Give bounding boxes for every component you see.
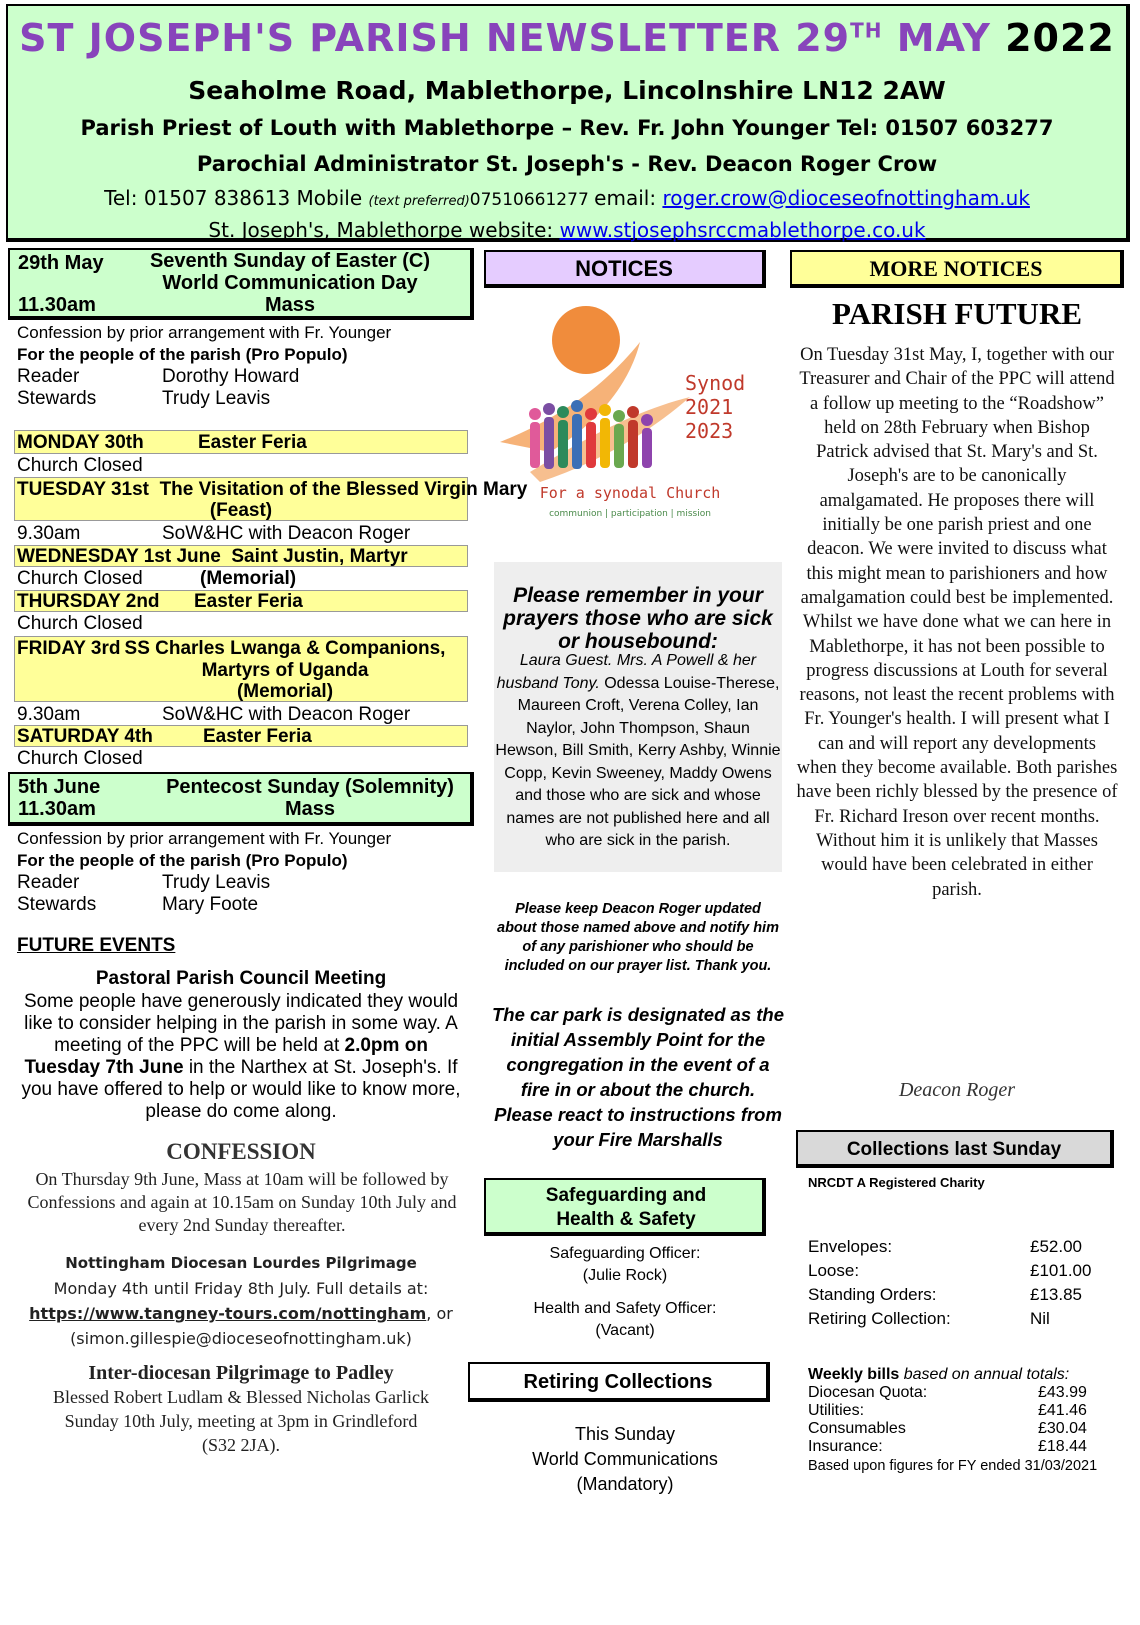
lourdes-link-line: https://www.tangney-tours.com/nottingham, or	[29, 1304, 453, 1323]
more-notices-heading: MORE NOTICES	[869, 256, 1043, 281]
reader-label-2: Reader	[17, 872, 80, 893]
weekly-bills-table	[808, 1384, 1098, 1456]
sunday1-subtitle: World Communication Day	[162, 272, 418, 294]
stewards-label-2: Stewards	[17, 894, 97, 915]
monday-note: Church Closed	[17, 455, 143, 476]
website-line: St. Joseph's, Mablethorpe website: www.stjosephsrccmablethorpe.co.uk	[208, 218, 926, 242]
mass-intention-2: For the people of the parish (Pro Populo)	[17, 851, 348, 870]
confession-note-2: Confession by prior arrangement with Fr. Younger	[17, 829, 392, 848]
synod-logo-graphic	[490, 302, 770, 542]
collection-row: Loose: £101.00	[808, 1261, 1092, 1280]
lourdes-email: (simon.gillespie@dioceseofnottingham.uk)	[70, 1329, 412, 1348]
bill-row: Diocesan Quota: £43.99	[808, 1384, 1087, 1401]
synod-logo	[490, 302, 770, 542]
thursday-note: Church Closed	[17, 613, 143, 634]
newsletter-header	[6, 4, 1130, 242]
friday-feast-2: Martyrs of Uganda	[201, 660, 369, 681]
charity-note: NRCDT A Registered Charity	[808, 1175, 985, 1190]
collections-heading-box	[796, 1130, 1114, 1168]
friday-rank: (Memorial)	[236, 681, 334, 702]
sunday1-mass: Mass	[264, 294, 316, 316]
parish-priest-line: Parish Priest of Louth with Mablethorpe – Rev. Fr. John Younger Tel: 01507 603277	[80, 116, 1054, 140]
monday-label: MONDAY 30th	[17, 432, 144, 453]
sunday1-title: Seventh Sunday of Easter (C)	[149, 250, 431, 272]
tuesday-note: SoW&HC with Deacon Roger	[162, 523, 411, 544]
saturday-note: Church Closed	[17, 748, 143, 769]
website-link[interactable]: www.stjosephsrccmablethorpe.co.uk	[559, 218, 926, 242]
thursday-label: THURSDAY 2nd	[17, 591, 160, 612]
friday-label: FRIDAY 3rd	[17, 638, 121, 659]
safeguarding-officer-label: Safeguarding Officer:	[549, 1245, 701, 1262]
stewards-name-1: Trudy Leavis	[162, 388, 271, 409]
future-events-heading: FUTURE EVENTS	[17, 935, 176, 956]
ppc-meeting-text: Some people have generously indicated they would like to consider helping in the parish in some way. A meeting of the PPC will be held at 2.0pm on Tuesday 7th June in the Narthex at St. Joseph's. If you have offered to help or would like to know more, please do come along.	[21, 991, 461, 1122]
friday-note: SoW&HC with Deacon Roger	[162, 704, 411, 725]
safeguarding-officer-name: (Julie Rock)	[582, 1267, 668, 1284]
retiring-line-3: (Mandatory)	[576, 1474, 674, 1494]
hs-officer-label: Health and Safety Officer:	[533, 1300, 717, 1317]
sunday2-time: 11.30am	[18, 798, 96, 820]
tangney-tours-link[interactable]: https://www.tangney-tours.com/nottingham	[29, 1304, 427, 1323]
padley-text-3: (S32 2JA).	[201, 1435, 280, 1455]
mass-intention-1: For the people of the parish (Pro Populo)	[17, 345, 348, 364]
parish-future-heading: PARISH FUTURE	[831, 296, 1083, 331]
svg-text:communion | participation | mi: communion | participation | mission	[549, 509, 711, 519]
retiring-collections-heading: Retiring Collections	[523, 1371, 713, 1393]
prayer-list-names: Laura Guest. Mrs. A Powell & her husband Tony. Odessa Louise-Therese, Maureen Croft, Verena Colley, Ian Naylor, John Thompson, Shaun Hewson, Bill Smith, Kerry Ashby, Winnie Copp, Kevin Sweeney, Maddy Owens and those who are sick and whose names are not published here and all who are sick in the parish.	[495, 652, 781, 849]
retiring-line-2: World Communications	[532, 1449, 718, 1469]
contact-line: Tel: 01507 838613 Mobile (text preferred)07510661277 email: roger.crow@dioceseofnottingham.uk	[104, 186, 1030, 210]
svg-text:2023: 2023	[685, 419, 734, 443]
tuesday-rank: (Feast)	[209, 500, 273, 521]
padley-text-2: Sunday 10th July, meeting at 3pm in Grindleford	[64, 1411, 418, 1431]
notices-heading-box	[484, 250, 766, 288]
wednesday-rank: (Memorial)	[200, 568, 297, 589]
safeguarding-heading-box	[484, 1178, 766, 1236]
retiring-collections-heading-box	[468, 1362, 770, 1402]
sunday-29-may-box	[8, 248, 474, 320]
lourdes-heading: Nottingham Diocesan Lourdes Pilgrimage	[65, 1254, 417, 1272]
sunday2-title: Pentecost Sunday (Solemnity)	[166, 776, 454, 798]
prayer-list-heading: Please remember in your prayers those who are sick or housebound:	[503, 584, 773, 653]
padley-text-1: Blessed Robert Ludlam & Blessed Nicholas Garlick	[53, 1387, 429, 1407]
collection-row: Envelopes: £52.00	[808, 1237, 1082, 1256]
monday-feast: Easter Feria	[198, 432, 307, 453]
saturday-label: SATURDAY 4th	[17, 726, 153, 747]
svg-text:Synod: Synod	[685, 371, 746, 395]
confession-note-1: Confession by prior arrangement with Fr. Younger	[17, 323, 392, 342]
confession-text: On Thursday 9th June, Mass at 10am will be followed by Confessions and again at 10.15am on Sunday 10th July and every 2nd Sunday thereafter.	[27, 1169, 457, 1235]
collection-row: Standing Orders: £13.85	[808, 1285, 1082, 1304]
sunday1-time: 11.30am	[18, 294, 96, 316]
bill-row: Consumables £30.04	[808, 1420, 1087, 1437]
retiring-line-1: This Sunday	[574, 1424, 676, 1444]
weekly-bills-heading: Weekly bills based on annual totals:	[808, 1366, 1070, 1383]
sunday1-date: 29th May	[18, 252, 104, 274]
bills-footer-note: Based upon figures for FY ended 31/03/2021	[808, 1458, 1098, 1474]
deacon-roger-signature: Deacon Roger	[898, 1079, 1016, 1101]
tuesday-time: 9.30am	[17, 523, 81, 544]
sunday2-mass: Mass	[284, 798, 336, 820]
lourdes-text: Monday 4th until Friday 8th July. Full details at:	[53, 1279, 429, 1298]
stewards-label-1: Stewards	[17, 388, 97, 409]
svg-text:For a synodal Church: For a synodal Church	[539, 484, 721, 502]
friday-feast: SS Charles Lwanga & Companions,	[124, 638, 446, 659]
saturday-feast: Easter Feria	[203, 726, 312, 747]
hs-officer-name: (Vacant)	[595, 1322, 655, 1339]
car-park-notice: The car park is designated as the initial Assembly Point for the congregation in the event of a fire in or about the church. Please react to instructions from your Fire Marshalls	[492, 1004, 784, 1150]
reader-name-1: Dorothy Howard	[162, 366, 300, 387]
wednesday-note: Church Closed	[17, 568, 143, 589]
more-notices-heading-box	[790, 250, 1124, 288]
newsletter-title: ST JOSEPH'S PARISH NEWSLETTER 29TH MAY 2022	[19, 16, 1115, 60]
prayer-list-update-note: Please keep Deacon Roger updated about those named above and notify him of any parishioner who should be included on our prayer list. Thank you.	[497, 901, 779, 974]
reader-label-1: Reader	[17, 366, 80, 387]
collections-table	[808, 1236, 1108, 1332]
wednesday-line: WEDNESDAY 1st June Saint Justin, Martyr	[17, 546, 408, 567]
safeguarding-heading: Safeguarding and Health & Safety	[545, 1185, 707, 1230]
collection-row: Retiring Collection: Nil	[808, 1309, 1050, 1328]
svg-text:2021: 2021	[685, 395, 734, 419]
notices-heading: NOTICES	[575, 256, 673, 281]
padley-heading: Inter-diocesan Pilgrimage to Padley	[88, 1362, 394, 1384]
tuesday-line: TUESDAY 31st The Visitation of the Blessed Virgin Mary	[17, 479, 528, 500]
email-link[interactable]: roger.crow@dioceseofnottingham.uk	[662, 186, 1030, 210]
administrator-line: Parochial Administrator St. Joseph's - Rev. Deacon Roger Crow	[196, 152, 938, 176]
reader-name-2: Trudy Leavis	[162, 872, 271, 893]
stewards-name-2: Mary Foote	[162, 894, 259, 915]
sunday2-date: 5th June	[18, 776, 101, 798]
friday-time: 9.30am	[17, 704, 81, 725]
church-address: Seaholme Road, Mablethorpe, Lincolnshire LN12 2AW	[188, 76, 946, 105]
collections-heading: Collections last Sunday	[846, 1139, 1062, 1160]
thursday-feast: Easter Feria	[194, 591, 303, 612]
sunday-5-june-box	[8, 772, 474, 826]
bill-row: Insurance: £18.44	[808, 1438, 1087, 1455]
bill-row: Utilities: £41.46	[808, 1402, 1087, 1419]
ppc-meeting-heading: Pastoral Parish Council Meeting	[95, 968, 387, 989]
parish-future-text: On Tuesday 31st May, I, together with our Treasurer and Chair of the PPC will attend a follow up meeting to the “Roadshow” held on 28th February when Bishop Patrick advised that St. Mary's and St. Joseph's are to be canonically amalgamated. He proposes there will initially be one parish priest and one deacon. We were invited to discuss what this might mean to parishioners and how amalgamation could best be implemented. Whilst we have done what we can here in Mablethorpe, it has not been possible to progress discussions at Louth for several reasons, not least the recent problems with Fr. Younger's health. I will present what I can and will report any developments when they become available. Both parishes have been richly blessed by the presence of Fr. Richard Ireson over recent months. Without him it is unlikely that Masses would have been celebrated in either parish.	[796, 345, 1118, 900]
confession-heading: CONFESSION	[166, 1139, 316, 1164]
